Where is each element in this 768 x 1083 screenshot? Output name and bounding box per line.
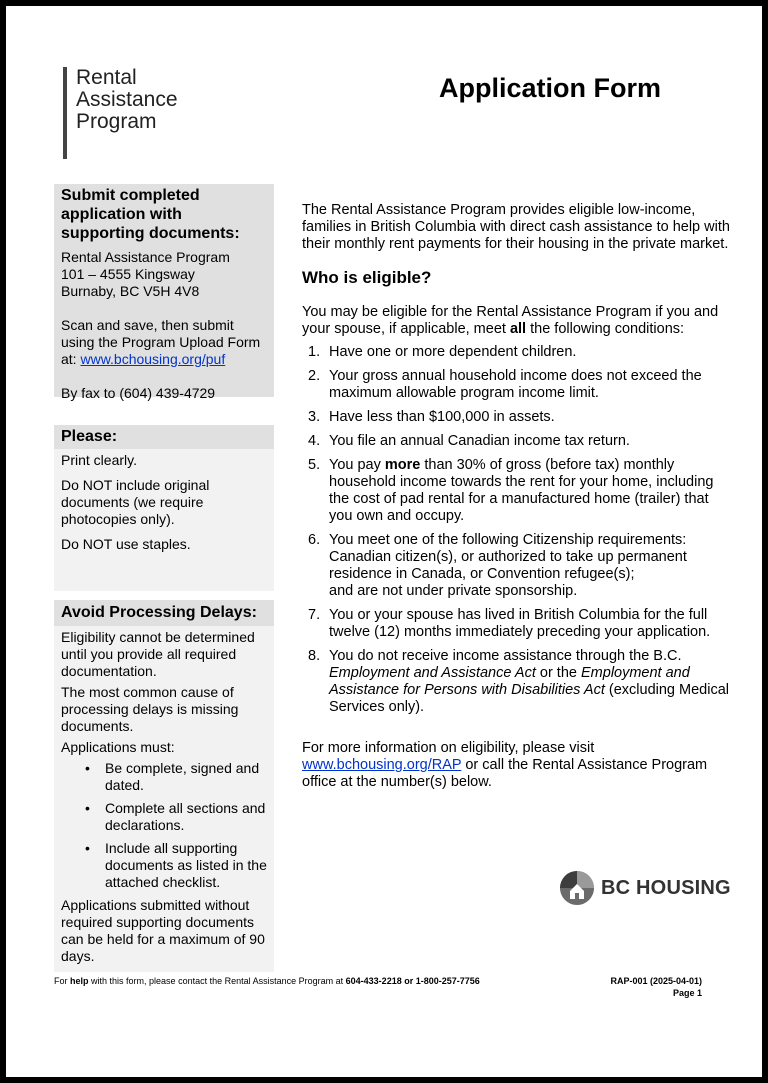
please-box bbox=[54, 425, 274, 568]
fax-number: By fax to (604) 439-4729 bbox=[61, 385, 216, 401]
main-content bbox=[302, 202, 730, 807]
footer-help-text: For help with this form, please contact the Rental Assistance Program at 604-433-2218 or 1-800-257-7756 bbox=[54, 976, 480, 986]
condition-item: 3. Have less than $100,000 in assets. bbox=[308, 409, 555, 425]
program-intro: The Rental Assistance Program provides eligible low-income, families in British Columbia with direct cash assistance to help with their monthly rent payments for their housing in the private market. bbox=[302, 202, 730, 252]
footer-form-id bbox=[610, 975, 702, 999]
address-line: 101 – 4555 Kingsway bbox=[61, 266, 195, 282]
scan-instructions: Scan and save, then submit using the Program Upload Form at: www.bchousing.org/puf bbox=[61, 317, 261, 367]
document-page bbox=[6, 6, 762, 1077]
logo-line-2: Assistance bbox=[76, 88, 178, 111]
address-line: Burnaby, BC V5H 4V8 bbox=[61, 283, 200, 299]
eligibility-conditions-list bbox=[302, 344, 730, 716]
requirement-item: • Complete all sections and declarations. bbox=[99, 800, 267, 834]
condition-item: 5. You pay more than 30% of gross (before tax) monthly household income towards the rent for your home, including the cost of pad rental for a manufactured home (trailer) that you own and occupy. bbox=[308, 457, 714, 524]
form-id: RAP-001 (2025-04-01) bbox=[610, 976, 702, 986]
logo-line-1: Rental bbox=[76, 66, 137, 89]
condition-item: 2. Your gross annual household income does not exceed the maximum allowable program income limit. bbox=[308, 368, 702, 401]
rental-assistance-program-logo bbox=[63, 67, 178, 159]
condition-item: 6. You meet one of the following Citizenship requirements: Canadian citizen(s), or authorized to take up permanent residence in Canada, or Convention refugee(s); and are not under private sponsorship. bbox=[308, 532, 687, 599]
condition-item: 1. Have one or more dependent children. bbox=[308, 344, 577, 360]
bc-housing-icon bbox=[559, 870, 595, 906]
delays-heading: Avoid Processing Delays: bbox=[54, 600, 274, 626]
please-item: Do NOT include original documents (we require photocopies only). bbox=[61, 477, 210, 527]
requirement-item: • Include all supporting documents as listed in the attached checklist. bbox=[99, 840, 267, 891]
condition-item: 8. You do not receive income assistance through the B.C. Employment and Assistance Act or the Employment and Assistance for Persons with Disabilities Act (excluding Medical Services only). bbox=[308, 648, 729, 715]
page-title: Application Form bbox=[439, 73, 661, 103]
delays-paragraph: Eligibility cannot be determined until you provide all required documentation. bbox=[61, 629, 255, 679]
eligibility-heading: Who is eligible? bbox=[302, 268, 432, 287]
submit-box-heading: Submit completed application with supporting documents: bbox=[54, 184, 274, 246]
please-item: Print clearly. bbox=[61, 452, 137, 468]
bc-housing-logo bbox=[559, 870, 731, 906]
condition-item: 4. You file an annual Canadian income tax return. bbox=[308, 433, 630, 449]
condition-item: 7. You or your spouse has lived in British Columbia for the full twelve (12) months immediately preceding your application. bbox=[308, 607, 711, 640]
delays-paragraph: Applications must: bbox=[61, 739, 175, 755]
please-item: Do NOT use staples. bbox=[61, 536, 191, 552]
delays-paragraph: The most common cause of processing delays is missing documents. bbox=[61, 684, 239, 734]
processing-delays-box bbox=[54, 600, 274, 972]
logo-line-3: Program bbox=[76, 110, 157, 133]
more-info: For more information on eligibility, please visit www.bchousing.org/RAP or call the Rental Assistance Program office at the number(s) below. bbox=[302, 740, 708, 790]
address-line: Rental Assistance Program bbox=[61, 249, 230, 265]
please-heading: Please: bbox=[54, 425, 274, 449]
page-number: Page 1 bbox=[672, 988, 702, 998]
delays-paragraph: Applications submitted without required supporting documents can be held for a maximum of 90 days. bbox=[61, 897, 265, 964]
submit-info-box bbox=[54, 184, 274, 401]
upload-form-link[interactable]: www.bchousing.org/puf bbox=[80, 351, 226, 367]
requirement-item: • Be complete, signed and dated. bbox=[99, 760, 267, 794]
bc-housing-wordmark: BC HOUSING bbox=[601, 876, 731, 899]
eligibility-intro: You may be eligible for the Rental Assistance Program if you and your spouse, if applicable, meet all the following conditions: bbox=[302, 304, 719, 337]
requirements-list bbox=[61, 760, 267, 891]
rap-info-link[interactable]: www.bchousing.org/RAP bbox=[302, 757, 462, 773]
